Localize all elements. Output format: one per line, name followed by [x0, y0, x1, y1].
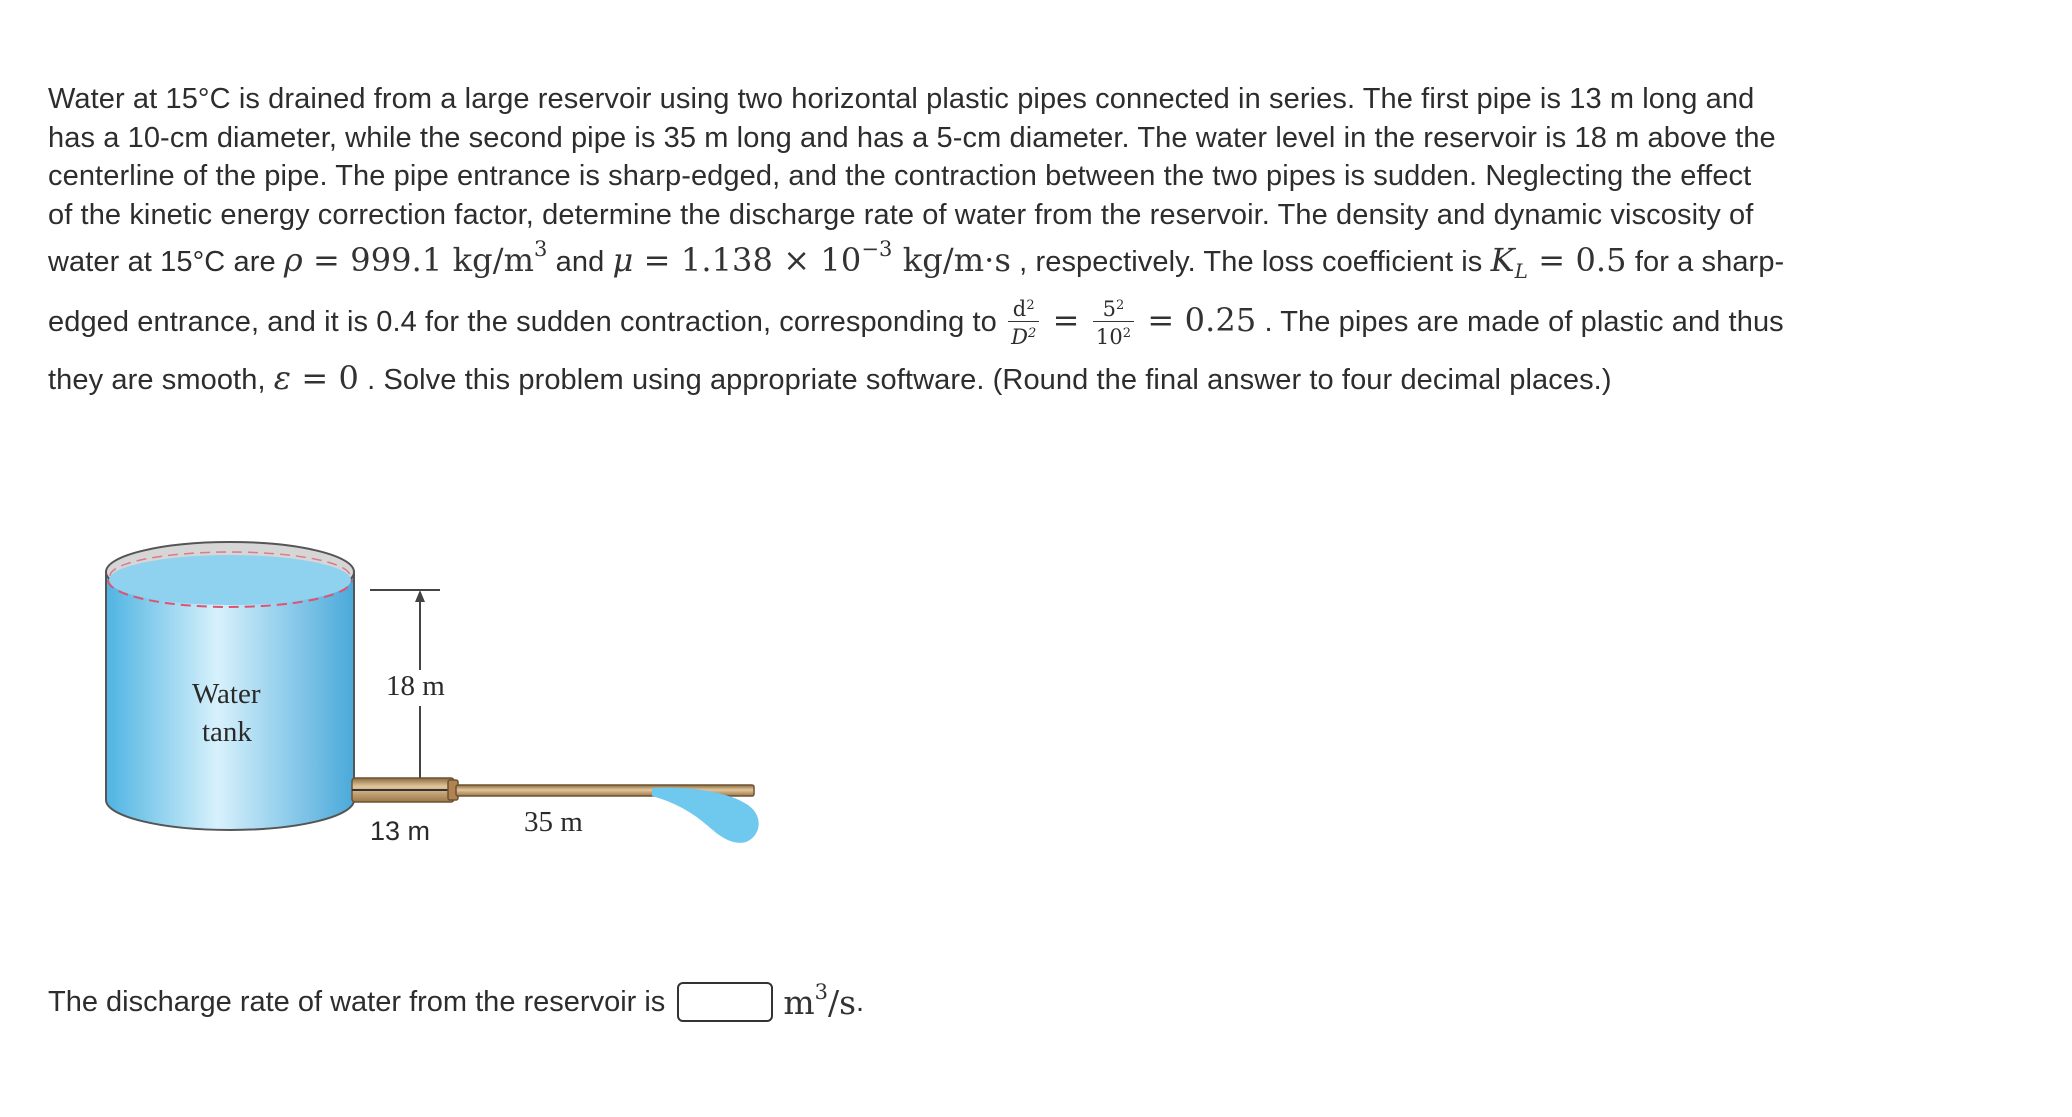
fraction-exponent: 2: [1116, 297, 1125, 313]
problem-line-7: [48, 359, 1948, 400]
equals-sign: =: [291, 358, 339, 397]
unit-base: m: [783, 982, 815, 1022]
fraction-exponent: 2: [1122, 325, 1132, 341]
discharge-rate-input[interactable]: [677, 982, 773, 1022]
density-exponent: 3: [534, 237, 548, 261]
fraction-denominator: 10: [1095, 324, 1123, 349]
fraction-exponent: 2: [1026, 297, 1035, 313]
equals-sign: =: [1137, 300, 1185, 339]
density-value: 999.1 kg/m: [350, 241, 535, 279]
viscosity-exponent: −3: [861, 237, 893, 261]
diameter-ratio-fraction: [1008, 294, 1039, 349]
viscosity-unit: kg/m·s: [892, 241, 1011, 279]
roughness-value: 0: [338, 358, 359, 397]
unit-tail: /s: [827, 982, 857, 1022]
height-dim-arrow-up: [415, 590, 425, 602]
unit-exponent: 3: [814, 979, 828, 1004]
fraction-denominator: D: [1011, 324, 1029, 349]
loss-coefficient-value: 0.5: [1575, 241, 1627, 279]
pipe-2-length-label: 35 m: [524, 806, 583, 838]
problem-line-6: [48, 296, 1948, 351]
viscosity-value: 1.138 × 10: [680, 241, 862, 279]
water-surface: [109, 555, 351, 605]
mu-symbol: μ: [612, 241, 634, 279]
answer-prompt: The discharge rate of water from the reservoir is: [48, 985, 666, 1018]
tank-label-line-1: Water: [192, 678, 261, 710]
text-segment: . Solve this problem using appropriate software. (Round the final answer to four decimal places.): [358, 363, 1612, 396]
roughness-expression: [274, 359, 359, 397]
fraction-numerator: d: [1012, 296, 1027, 321]
density-expression: [283, 237, 548, 279]
problem-line-2: has a 10-cm diameter, while the second pipe is 35 m long and has a 5-cm diameter. The water level in the reservoir is 18 m above the: [48, 121, 1776, 154]
problem-line-4: of the kinetic energy correction factor, determine the discharge rate of water from the reservoir. The density and dynamic viscosity of: [48, 198, 1754, 231]
ratio-expression: [1137, 301, 1256, 339]
text-segment: , respectively. The loss coefficient is: [1010, 246, 1491, 278]
equals-sign: =: [302, 241, 351, 279]
k-subscript: L: [1514, 259, 1528, 283]
numeric-ratio-fraction: [1093, 294, 1134, 349]
pipe-1-length-label: 13 m: [370, 816, 431, 846]
text-segment: edged entrance, and it is 0.4 for the sudden contraction, corresponding to: [48, 305, 1006, 338]
equals-sign: =: [1042, 300, 1090, 339]
reservoir-pipe-figure: [96, 530, 776, 860]
epsilon-symbol: ε: [273, 358, 292, 397]
text-segment: water at 15°C are: [48, 246, 284, 278]
answer-unit: [783, 979, 857, 1022]
answer-row: [48, 979, 865, 1022]
height-dimension-label: 18 m: [386, 670, 445, 702]
text-segment: for a sharp-: [1626, 246, 1785, 278]
text-segment: . The pipes are made of plastic and thus: [1256, 305, 1784, 338]
ratio-value: 0.25: [1184, 300, 1257, 339]
equals-sign: =: [633, 241, 681, 279]
k-symbol: K: [1490, 241, 1515, 279]
answer-end-punct: .: [856, 985, 865, 1018]
problem-line-3: centerline of the pipe. The pipe entrance is sharp-edged, and the contraction between the two pipes is sudden. Neglecting the effect: [48, 160, 1752, 192]
text-segment: they are smooth,: [48, 363, 274, 396]
rho-symbol: ρ: [283, 241, 303, 279]
loss-coefficient-expression: [1490, 241, 1627, 283]
text-segment: and: [547, 246, 613, 278]
fraction-numerator: 5: [1102, 296, 1117, 321]
fraction-exponent: 2: [1028, 325, 1037, 341]
problem-line-5: [48, 237, 1948, 283]
problem-statement: [48, 80, 1948, 399]
equals-sign: =: [1527, 241, 1576, 279]
problem-line-1: Water at 15°C is drained from a large reservoir using two horizontal plastic pipes connected in series. The first pipe is 13 m long and: [48, 83, 1755, 115]
tank-label-line-2: tank: [202, 716, 252, 748]
viscosity-expression: [612, 237, 1011, 279]
